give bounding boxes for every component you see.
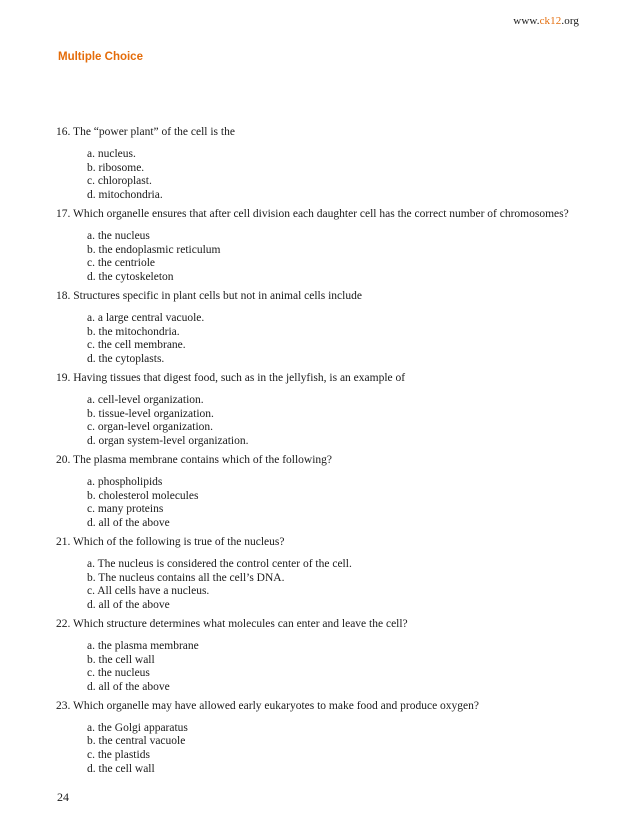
answer-option: a. phospholipids	[87, 475, 163, 488]
answer-option: c. organ-level organization.	[87, 421, 214, 434]
answer-option: d. the cell wall	[87, 763, 155, 776]
site-url	[513, 15, 579, 27]
question-text: 19. Having tissues that digest food, such as in the jellyfish, is an example of	[56, 371, 406, 384]
answer-option: b. the cell wall	[87, 653, 155, 666]
answer-option: d. the cytoskeleton	[87, 271, 174, 284]
answer-option: b. cholesterol molecules	[87, 489, 199, 502]
question-block	[56, 454, 586, 531]
answer-options	[56, 148, 586, 203]
question-text: 22. Which structure determines what molecules can enter and leave the cell?	[56, 617, 408, 630]
question-text: 23. Which organelle may have allowed early eukaryotes to make food and produce oxygen?	[56, 699, 480, 712]
section-heading: Multiple Choice	[58, 51, 143, 63]
answer-options	[56, 640, 586, 695]
question-text: 21. Which of the following is true of the nucleus?	[56, 535, 285, 548]
answer-option: c. the cell membrane.	[87, 339, 186, 352]
question-list	[56, 126, 586, 782]
answer-option: b. the mitochondria.	[87, 325, 180, 338]
answer-option: c. the centriole	[87, 257, 156, 270]
answer-option: a. cell-level organization.	[87, 393, 204, 406]
answer-option: d. organ system-level organization.	[87, 435, 249, 448]
answer-option: a. The nucleus is considered the control center of the cell.	[87, 557, 352, 570]
answer-option: a. the nucleus	[87, 229, 150, 242]
question-block	[56, 126, 586, 203]
answer-option: c. the nucleus	[87, 667, 150, 680]
answer-options	[56, 394, 586, 449]
answer-option: d. all of the above	[87, 517, 170, 530]
answer-options	[56, 722, 586, 777]
question-text: 16. The “power plant” of the cell is the	[56, 126, 235, 138]
answer-option: a. the plasma membrane	[87, 639, 199, 652]
answer-option: c. All cells have a nucleus.	[87, 585, 210, 598]
answer-option: b. tissue-level organization.	[87, 407, 214, 420]
question-block	[56, 372, 586, 449]
answer-option: d. all of the above	[87, 681, 170, 694]
answer-option: b. the endoplasmic reticulum	[87, 243, 221, 256]
answer-option: b. the central vacuole	[87, 735, 186, 748]
answer-option: c. the plastids	[87, 749, 150, 762]
answer-option: a. nucleus.	[87, 147, 136, 160]
answer-option: b. The nucleus contains all the cell’s DNA.	[87, 571, 285, 584]
question-block	[56, 536, 586, 613]
question-block	[56, 618, 586, 695]
page-number: 24	[57, 790, 69, 804]
answer-option: c. chloroplast.	[87, 175, 152, 188]
answer-option: a. the Golgi apparatus	[87, 721, 188, 734]
answer-option: a. a large central vacuole.	[87, 311, 205, 324]
question-text: 20. The plasma membrane contains which of the following?	[56, 453, 333, 466]
answer-option: c. many proteins	[87, 503, 164, 516]
site-url-prefix: www.	[513, 15, 540, 27]
answer-options	[56, 230, 586, 285]
answer-options	[56, 558, 586, 613]
answer-options	[56, 312, 586, 367]
answer-options	[56, 476, 586, 531]
question-block	[56, 700, 586, 777]
question-text: 17. Which organelle ensures that after cell division each daughter cell has the correct number of chromosomes?	[56, 207, 569, 220]
question-block	[56, 290, 586, 367]
answer-option: d. all of the above	[87, 599, 170, 612]
answer-option: d. the cytoplasts.	[87, 353, 165, 366]
answer-option: b. ribosome.	[87, 161, 145, 174]
site-url-highlight: ck12	[539, 15, 562, 27]
site-url-suffix: .org	[561, 15, 579, 27]
answer-option: d. mitochondria.	[87, 189, 163, 202]
question-text: 18. Structures specific in plant cells but not in animal cells include	[56, 289, 362, 302]
question-block	[56, 208, 586, 285]
